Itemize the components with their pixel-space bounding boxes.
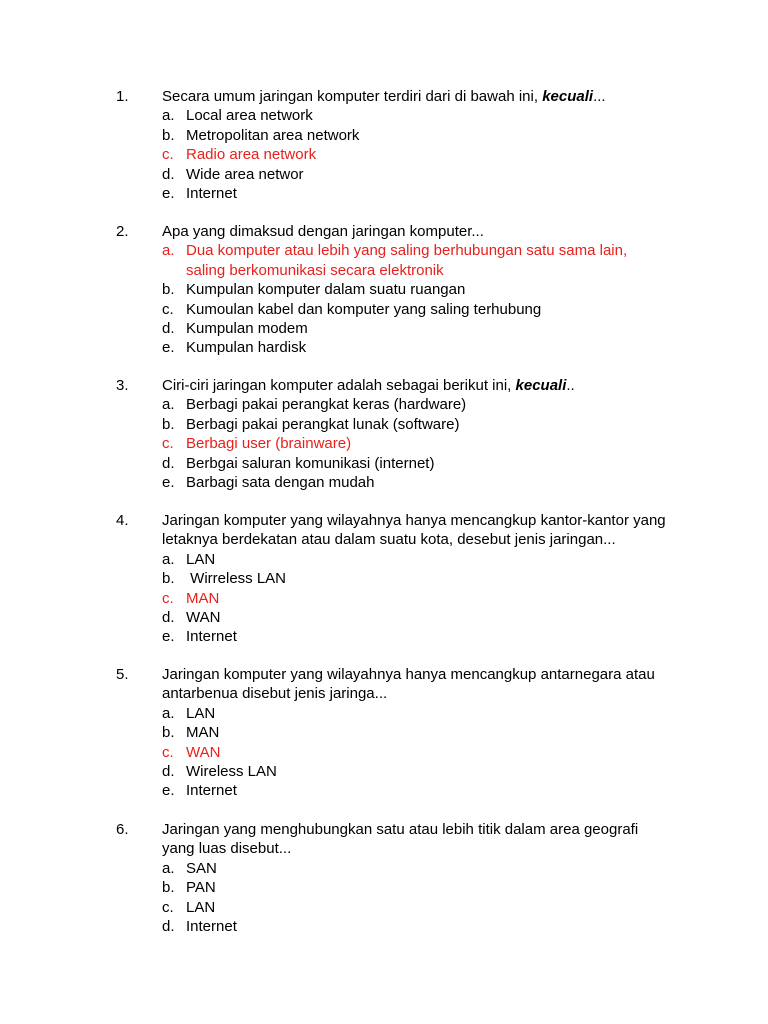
option-e: e. Kumpulan hardisk bbox=[162, 339, 307, 357]
option-d: d. WAN bbox=[162, 609, 221, 627]
question-text: Jaringan komputer yang wilayahnya hanya mencangkup antarnegara atau antarbenua disebut jenis jaringa... bbox=[162, 666, 655, 703]
question-text: Secara umum jaringan komputer terdiri dari di bawah ini, kecuali... bbox=[162, 88, 606, 105]
option-d: d. Internet bbox=[162, 918, 237, 936]
option-a: a. Local area network bbox=[162, 107, 313, 125]
option-c-correct: c. Radio area network bbox=[162, 146, 317, 164]
option-d: d. Berbgai saluran komunikasi (internet) bbox=[162, 454, 435, 472]
question-text: Jaringan komputer yang wilayahnya hanya mencangkup kantor-kantor yang letaknya berdekatan atau dalam suatu kota, desebut jenis jaringan... bbox=[162, 512, 666, 549]
question-number: 4. bbox=[116, 512, 129, 529]
option-d: d. Wide area networ bbox=[162, 165, 304, 183]
option-b: b. PAN bbox=[162, 879, 216, 897]
option-b: b. Metropolitan area network bbox=[162, 126, 360, 144]
option-c: c. Kumoulan kabel dan komputer yang saling terhubung bbox=[162, 300, 542, 318]
option-list bbox=[162, 859, 702, 937]
option-c-correct: c. Berbagi user (brainware) bbox=[162, 435, 352, 453]
option-a: a. LAN bbox=[162, 704, 216, 722]
option-b: b. Kumpulan komputer dalam suatu ruangan bbox=[162, 281, 466, 299]
option-b: b. Wirreless LAN bbox=[162, 570, 287, 588]
option-list bbox=[162, 550, 702, 647]
option-a: a. Berbagi pakai perangkat keras (hardware) bbox=[162, 396, 467, 414]
option-d: d. Kumpulan modem bbox=[162, 320, 308, 338]
question-number: 5. bbox=[116, 666, 129, 683]
option-b: b. MAN bbox=[162, 724, 220, 742]
option-a-correct: a. Dua komputer atau lebih yang saling berhubungan satu sama lain, saling berkomunikasi secara elektronik bbox=[162, 242, 628, 279]
option-list bbox=[162, 395, 702, 492]
option-list bbox=[162, 106, 702, 203]
question-emphasis: kecuali bbox=[515, 377, 567, 394]
question-number: 6. bbox=[116, 821, 129, 838]
option-c-correct: c. MAN bbox=[162, 589, 220, 607]
question-emphasis: kecuali bbox=[542, 88, 594, 105]
question-text: Apa yang dimaksud dengan jaringan komputer... bbox=[162, 223, 484, 240]
option-e: e. Internet bbox=[162, 782, 237, 800]
option-e: e. Internet bbox=[162, 628, 237, 646]
question-text: Ciri-ciri jaringan komputer adalah sebagai berikut ini, kecuali.. bbox=[162, 377, 575, 394]
option-c: c. LAN bbox=[162, 898, 216, 916]
option-a: a. SAN bbox=[162, 859, 217, 877]
option-c-correct: c. WAN bbox=[162, 743, 221, 761]
question-number: 3. bbox=[116, 377, 129, 394]
question-text: Jaringan yang menghubungkan satu atau lebih titik dalam area geografi yang luas disebut... bbox=[162, 821, 639, 858]
option-d: d. Wireless LAN bbox=[162, 763, 277, 781]
option-b: b. Berbagi pakai perangkat lunak (software) bbox=[162, 415, 460, 433]
option-list bbox=[162, 704, 702, 801]
option-list bbox=[162, 241, 702, 357]
question-number: 1. bbox=[116, 88, 129, 105]
option-a: a. LAN bbox=[162, 550, 216, 568]
option-e: e. Internet bbox=[162, 185, 237, 203]
option-e: e. Barbagi sata dengan mudah bbox=[162, 474, 375, 492]
question-number: 2. bbox=[116, 223, 129, 240]
